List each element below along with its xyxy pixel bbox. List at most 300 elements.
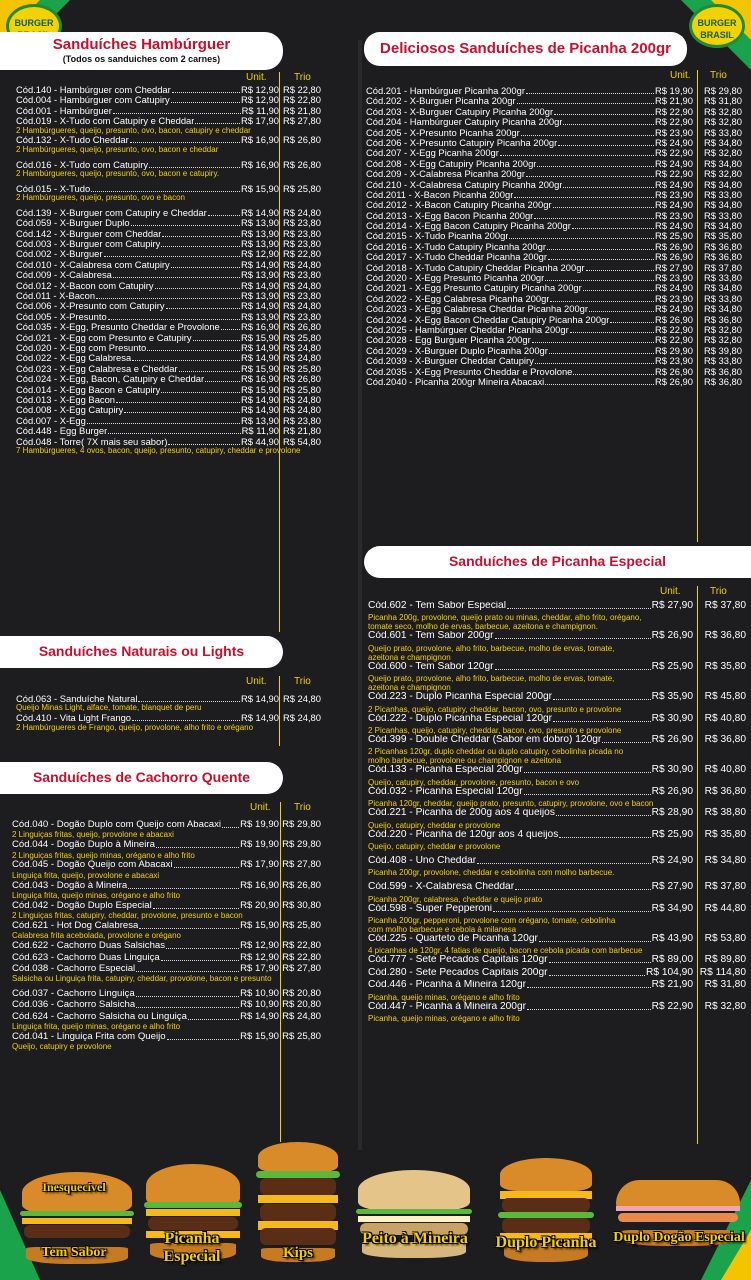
leader-dots	[610, 322, 654, 323]
column-header-trio: Trio	[294, 676, 311, 687]
price-unit: R$ 12,90	[240, 248, 279, 260]
menu-item-row[interactable]	[16, 322, 326, 332]
burger-label-duplo-picanha: Duplo Picanha	[495, 1234, 597, 1251]
item-name: Cód.2023 - X-Egg Calabresa Cheddar Picanha 200gr	[366, 304, 589, 315]
price-trio: R$ 30,80	[282, 899, 321, 911]
leader-dots	[171, 102, 240, 103]
price-unit: R$ 22,90	[654, 147, 693, 159]
price-trio: R$ 24,80	[282, 206, 321, 218]
price-unit: R$ 15,90	[240, 383, 279, 395]
price-trio: R$ 24,80	[282, 404, 321, 416]
leader-dots	[602, 742, 651, 743]
leader-dots	[108, 433, 241, 434]
item-description: Salsicha ou Linguiça frita, catupiry, cheddar, provolone, bacon e presunto	[12, 975, 272, 984]
price-trio: R$ 31,80	[703, 95, 742, 107]
price-unit: R$ 16,90	[240, 373, 279, 385]
price-unit: R$ 14,90	[240, 300, 279, 312]
leader-dots	[136, 996, 239, 997]
leader-dots	[549, 353, 654, 354]
price-trio: R$ 32,80	[703, 116, 742, 128]
price-trio: R$ 33,80	[703, 272, 742, 284]
item-description: 2 Picanhas, queijo, catupiry, cheddar, bacon, ovo, presunto e provolone	[368, 704, 622, 714]
item-name: Cód.015 - X-Tudo	[16, 183, 91, 194]
menu-item-row[interactable]	[12, 921, 326, 932]
price-unit: R$ 24,90	[654, 303, 693, 315]
price-unit: R$ 22,90	[651, 1000, 693, 1012]
price-unit: R$ 22,90	[654, 334, 693, 346]
price-trio: R$ 20,80	[282, 999, 321, 1011]
item-name: Cód.041 - Linguiça Frita com Queijo	[12, 1032, 166, 1043]
price-unit: R$ 22,90	[654, 116, 693, 128]
leader-dots	[132, 360, 240, 361]
item-name: Cód.005 - X-Presunto	[16, 311, 107, 322]
menu-item-row[interactable]	[12, 840, 326, 851]
price-unit: R$ 15,90	[240, 362, 279, 374]
leader-dots	[104, 256, 240, 257]
menu-item-row[interactable]	[16, 374, 326, 384]
burger-label-inesquecivel: Inesquecível	[42, 1180, 106, 1194]
menu-item-row[interactable]	[16, 249, 326, 259]
item-name: Cód.599 - X-Calabresa Cheddar	[368, 882, 515, 893]
price-unit: R$ 89,00	[651, 954, 693, 966]
item-description: Queijo, catupiry e provolone	[12, 1043, 112, 1052]
price-trio: R$ 37,80	[703, 261, 742, 273]
leader-dots	[138, 701, 240, 702]
menu-item-row[interactable]	[16, 333, 326, 343]
menu-item-row[interactable]	[368, 934, 748, 946]
price-unit: R$ 14,90	[240, 258, 279, 270]
price-trio: R$ 22,80	[282, 940, 321, 952]
leader-dots	[128, 888, 239, 889]
item-description: Queijo prato, provolone, alho frito, barbecue, molho de ervas, tomate,	[368, 643, 615, 653]
leader-dots	[570, 332, 654, 333]
price-trio: R$ 33,80	[703, 188, 742, 200]
menu-item-row[interactable]	[366, 117, 746, 127]
price-trio: R$ 34,80	[703, 136, 742, 148]
leader-dots	[527, 1009, 651, 1010]
price-trio: R$ 35,80	[703, 230, 742, 242]
price-unit: R$ 13,90	[240, 290, 279, 302]
price-unit: R$ 16,90	[240, 879, 279, 891]
price-trio: R$ 24,80	[282, 712, 321, 724]
section-title-text: Sanduíches de Cachorro Quente	[32, 769, 251, 785]
price-unit: R$ 15,90	[240, 919, 279, 931]
leader-dots	[563, 124, 654, 125]
item-description: 4 picanhas de 120gr, 4 fatias de queijo, bacon e cebola picada com barbecue	[368, 946, 643, 956]
price-trio: R$ 22,80	[282, 951, 321, 963]
burger-label-tem-sabor: Tem Sabor	[41, 1245, 107, 1260]
item-name: Cód.001 - Hambúrguer	[16, 105, 112, 116]
price-unit: R$ 14,90	[240, 279, 279, 291]
price-unit: R$ 26,90	[654, 365, 693, 377]
price-trio: R$ 33,80	[703, 209, 742, 221]
item-description: Linguiça frita, queijo minas, orégano e alho frito	[12, 1023, 181, 1032]
menu-item-row[interactable]	[16, 106, 326, 116]
leader-dots	[495, 638, 651, 639]
item-name: Cód.032 - Picanha Especial 120gr	[368, 786, 523, 797]
item-description: molho barbecue, provolone ou champignon e azeitona	[368, 756, 562, 766]
item-name: Cód.2016 - X-Tudo Catupiry Picanha 200gr	[366, 241, 546, 252]
column-header-trio: Trio	[710, 70, 727, 81]
menu-item-row[interactable]	[368, 1002, 748, 1014]
menu-item-row[interactable]	[368, 830, 748, 842]
column-header-trio: Trio	[294, 802, 311, 813]
item-name: Cód.020 - X-Egg com Presunto	[16, 343, 147, 353]
leader-dots	[583, 290, 654, 291]
price-trio: R$ 23,80	[282, 269, 321, 281]
price-unit: R$ 10,90	[240, 999, 279, 1011]
menu-item-row[interactable]	[368, 662, 748, 674]
price-trio: R$ 24,80	[282, 279, 321, 291]
price-unit: R$ 11,90	[241, 425, 279, 437]
menu-item-row[interactable]	[368, 787, 748, 799]
item-description: Queijo, catupiry, cheddar e provolone	[368, 820, 501, 830]
menu-item-row[interactable]	[368, 765, 748, 777]
item-description: Picanha 200gr, calabresa, cheddar e queijo prato	[368, 894, 543, 904]
price-unit: R$ 21,90	[651, 979, 693, 991]
item-description: Calabresa frita acebolada, provolone e orégano	[12, 932, 182, 941]
menu-item-row[interactable]	[12, 860, 326, 871]
price-trio: R$ 33,80	[703, 126, 742, 138]
item-name: Cód.280 - Sete Pecados Capitais 200gr	[368, 967, 548, 978]
column-header-unit: Unit.	[660, 586, 681, 597]
item-name: Cód.598 - Super Pepperoni	[368, 903, 493, 914]
price-unit: R$ 24,90	[654, 157, 693, 169]
item-name: Cód.206 - X-Presunto Catupiry Picanha 200gr	[366, 137, 558, 148]
item-name: Cód.205 - X-Presunto Picanha 200gr	[366, 127, 520, 138]
menu-item-row[interactable]	[368, 856, 748, 868]
menu-item-row[interactable]	[16, 426, 326, 436]
menu-list-cachorro	[12, 820, 326, 1052]
menu-item-row[interactable]	[12, 941, 326, 952]
item-name: Cód.624 - Cachorro Salsicha ou Linguiça	[12, 1011, 187, 1022]
leader-dots	[221, 329, 240, 330]
item-name: Cód.140 - Hambúrguer com Cheddar	[16, 85, 171, 95]
leader-dots	[136, 1007, 239, 1008]
menu-item-row[interactable]	[16, 281, 326, 291]
price-trio: R$ 54,80	[282, 435, 321, 447]
section-title-hamburguer	[0, 32, 283, 70]
price-unit: R$ 25,90	[654, 230, 693, 242]
item-name: Cód.133 - Picanha Especial 200gr	[368, 765, 523, 776]
price-unit: R$ 24,90	[654, 178, 693, 190]
menu-item-row[interactable]	[16, 239, 326, 249]
price-trio: R$ 25,80	[282, 1031, 321, 1043]
leader-dots	[507, 608, 651, 609]
item-name: Cód.448 - Egg Burger	[16, 426, 108, 437]
menu-item-row[interactable]	[368, 882, 748, 894]
menu-item-row[interactable]	[16, 312, 326, 322]
menu-list-picanha	[366, 86, 746, 387]
leader-dots	[162, 236, 240, 237]
menu-item-row[interactable]	[16, 135, 326, 145]
leader-dots	[155, 288, 240, 289]
item-name: Cód.600 - Tem Sabor 120gr	[368, 661, 494, 672]
price-trio: R$ 32,80	[703, 105, 742, 117]
leader-dots	[477, 863, 651, 864]
menu-item-row[interactable]	[16, 95, 326, 105]
price-unit: R$ 14,90	[240, 693, 279, 704]
price-unit: R$ 12,90	[240, 951, 279, 963]
price-unit: R$ 26,90	[651, 733, 693, 745]
item-name: Cód.777 - Sete Pecados Capitais 120gr	[368, 955, 548, 966]
price-unit: R$ 23,90	[654, 355, 693, 367]
price-unit: R$ 19,90	[240, 839, 279, 851]
price-unit: R$ 13,90	[240, 310, 279, 322]
menu-list-hamburguer	[16, 85, 326, 456]
menu-item-row[interactable]	[12, 820, 326, 831]
price-unit: R$ 28,90	[651, 807, 693, 819]
leader-dots	[147, 350, 240, 351]
menu-item-row[interactable]	[16, 218, 326, 228]
item-name: Cód.006 - X-Presunto com Catupiry	[16, 301, 165, 312]
menu-item-row[interactable]	[12, 1012, 326, 1023]
menu-item-row[interactable]	[368, 904, 748, 916]
leader-dots	[193, 340, 240, 341]
leader-dots	[558, 145, 654, 146]
price-unit: R$ 14,90	[240, 393, 279, 405]
leader-dots	[547, 249, 654, 250]
menu-item-row[interactable]	[16, 229, 326, 239]
menu-item-row[interactable]	[12, 881, 326, 892]
item-name: Cód.007 - X-Egg	[16, 415, 86, 426]
price-unit: R$ 14,90	[240, 342, 279, 353]
item-name: Cód.002 - X-Burguer	[16, 249, 103, 260]
item-name: Cód.209 - X-Calabresa Picanha 200gr	[366, 169, 525, 180]
leader-dots	[124, 412, 240, 413]
item-name: Cód.040 - Dogão Duplo com Queijo com Abacaxi	[12, 820, 222, 830]
menu-item-row[interactable]	[16, 385, 326, 395]
price-unit: R$ 26,90	[651, 785, 693, 797]
menu-item-row[interactable]	[368, 735, 748, 747]
menu-list-especial	[368, 601, 748, 1023]
price-trio: R$ 37,80	[704, 600, 746, 611]
price-trio: R$ 22,80	[282, 248, 321, 260]
menu-item-row[interactable]	[16, 291, 326, 301]
item-name: Cód.010 - X-Calabresa com Catupiry	[16, 259, 170, 270]
price-trio: R$ 24,80	[282, 300, 321, 312]
menu-item-row[interactable]	[16, 301, 326, 311]
section-title-text: Deliciosos Sanduíches de Picanha 200gr	[380, 40, 671, 57]
item-description: 2 Linguiças fritas, queijo, provolone e abacaxi	[12, 831, 174, 840]
menu-item-row[interactable]	[16, 353, 326, 363]
item-name: Cód.399 - Double Cheddar (Sabor em dobro) 120gr	[368, 734, 602, 745]
menu-item-row[interactable]	[12, 1032, 326, 1043]
leader-dots	[161, 960, 239, 961]
price-unit: R$ 19,90	[654, 85, 693, 96]
item-name: Cód.013 - X-Egg Bacon	[16, 394, 116, 405]
menu-item-row[interactable]	[368, 631, 748, 643]
menu-item-row[interactable]	[366, 377, 746, 387]
menu-item-row[interactable]	[16, 260, 326, 270]
price-unit: R$ 29,90	[654, 344, 693, 356]
price-unit: R$ 24,90	[654, 220, 693, 232]
price-unit: R$ 17,90	[240, 859, 279, 871]
item-name: Cód.022 - X-Egg Calabresa	[16, 353, 132, 364]
item-name: Cód.2021 - X-Egg Presunto Catupiry Picanha 200gr	[366, 283, 582, 294]
price-trio: R$ 32,80	[703, 334, 742, 346]
leader-dots	[113, 277, 240, 278]
menu-item-row[interactable]	[12, 901, 326, 912]
menu-item-row[interactable]	[16, 116, 326, 126]
price-trio: R$ 26,80	[282, 134, 321, 146]
price-trio: R$ 29,80	[282, 839, 321, 851]
leader-dots	[524, 794, 651, 795]
menu-item-row[interactable]	[368, 714, 748, 726]
menu-item-row[interactable]	[16, 694, 326, 704]
price-trio: R$ 34,80	[703, 199, 742, 211]
menu-item-row[interactable]	[16, 184, 326, 194]
price-unit: R$ 34,90	[651, 902, 693, 914]
price-trio: R$ 20,80	[282, 988, 321, 1000]
item-description: Queijo Minas Light, alface, tomate, blanquet de peru	[16, 704, 202, 713]
leader-dots	[171, 267, 240, 268]
item-description: 2 Picanhas 120gr, duplo cheddar ou duplo catupiry, cebolinha picada no	[368, 747, 624, 757]
menu-item-row[interactable]	[368, 692, 748, 704]
price-trio: R$ 23,80	[282, 310, 321, 322]
price-unit: R$ 27,90	[651, 881, 693, 893]
leader-dots	[116, 402, 240, 403]
menu-item-row[interactable]	[16, 713, 326, 723]
price-trio: R$ 26,80	[282, 879, 321, 891]
price-unit: R$ 27,90	[651, 600, 693, 611]
price-trio: R$ 26,80	[282, 158, 321, 170]
price-trio: R$ 22,80	[282, 94, 321, 106]
price-unit: R$ 14,90	[240, 712, 279, 724]
price-trio: R$ 25,80	[282, 919, 321, 931]
item-description: Queijo, catupiry, cheddar e provolone	[368, 841, 501, 851]
price-trio: R$ 36,80	[704, 630, 746, 642]
leader-dots	[556, 815, 651, 816]
price-unit: R$ 14,90	[240, 1010, 279, 1022]
item-description: com molho barbecue e cebola à milanesa	[368, 925, 517, 935]
burger-label-duplo-dogao-especial: Duplo Dogão Especial	[613, 1230, 745, 1245]
item-description: Picanha, queijo minas, orégano e alho frito	[368, 992, 520, 1002]
price-unit: R$ 44,90	[240, 435, 279, 447]
item-name: Cód.207 - X-Egg Picanha 200gr	[366, 148, 499, 159]
menu-item-row[interactable]	[16, 160, 326, 170]
leader-dots	[545, 384, 654, 385]
menu-item-row[interactable]	[368, 808, 748, 820]
menu-item-row[interactable]	[16, 405, 326, 415]
price-trio: R$ 24,80	[282, 258, 321, 270]
menu-item-row[interactable]	[16, 270, 326, 280]
leader-dots	[149, 167, 240, 168]
item-name: Cód.225 - Quarteto de Picanha 120gr	[368, 934, 538, 945]
featured-burgers-strip	[0, 1150, 751, 1280]
leader-dots	[573, 374, 654, 375]
logo-text: BURGER	[14, 18, 54, 28]
price-trio: R$ 39,80	[703, 344, 742, 356]
price-trio: R$ 36,80	[704, 733, 746, 745]
item-name: Cód.210 - X-Calabresa Catupiry Picanha 200gr	[366, 179, 563, 190]
item-name: Cód.2039 - X-Burguer Cheddar Catupiry	[366, 356, 534, 367]
price-unit: R$ 14,90	[240, 404, 279, 416]
price-trio: R$ 32,80	[703, 168, 742, 180]
leader-dots	[222, 827, 239, 828]
item-description: Picanha 120gr, cheddar, queijo prato, presunto, catupiry, provolone, ovo e bacon	[368, 799, 654, 809]
leader-dots	[87, 423, 240, 424]
menu-item-row[interactable]	[16, 416, 326, 426]
price-unit: R$ 26,90	[654, 240, 693, 252]
menu-item-row[interactable]	[368, 980, 748, 992]
item-name: Cód.2022 - X-Egg Calabresa Picanha 200gr	[366, 293, 550, 304]
column-header-unit: Unit.	[670, 70, 691, 81]
menu-item-row[interactable]	[368, 955, 748, 967]
price-trio: R$ 24,80	[282, 352, 321, 364]
item-name: Cód.019 - X-Tudo com Catupiry e Cheddar	[16, 116, 195, 127]
price-trio: R$ 35,80	[704, 828, 746, 840]
menu-item-row[interactable]	[16, 85, 326, 95]
price-unit: R$ 26,90	[654, 251, 693, 263]
item-name: Cód.2040 - Picanha 200gr Mineira Abacaxi	[366, 376, 545, 387]
price-trio: R$ 36,80	[703, 251, 742, 263]
menu-item-row[interactable]	[368, 601, 748, 613]
item-name: Cód.016 - X-Tudo com Catupiry	[16, 159, 149, 170]
price-trio: R$ 34,80	[703, 178, 742, 190]
price-trio: R$ 40,80	[704, 712, 746, 724]
menu-item-row[interactable]	[16, 395, 326, 405]
price-trio: R$ 34,80	[703, 220, 742, 232]
price-unit: R$ 23,90	[654, 272, 693, 284]
price-unit: R$ 11,90	[241, 104, 279, 116]
item-description: 2 Hambúrgueres, queijo, presunto, ovo e bacon	[16, 194, 185, 203]
item-name: Cód.038 - Cachorro Especial	[12, 963, 136, 974]
price-unit: R$ 43,90	[651, 933, 693, 945]
price-unit: R$ 24,90	[651, 854, 693, 866]
price-trio: R$ 33,80	[703, 292, 742, 304]
price-trio: R$ 36,80	[703, 313, 742, 325]
price-trio: R$ 23,80	[282, 414, 321, 426]
price-trio: R$ 24,80	[282, 1010, 321, 1022]
item-name: Cód.004 - Hambúrguer com Catupiry	[16, 95, 170, 106]
menu-item-row[interactable]	[16, 364, 326, 374]
price-unit: R$ 17,90	[240, 962, 279, 974]
leader-dots	[521, 135, 654, 136]
menu-item-row[interactable]	[16, 208, 326, 218]
price-trio: R$ 89,80	[704, 954, 746, 966]
price-unit: R$ 35,90	[651, 691, 693, 703]
leader-dots	[131, 225, 240, 226]
item-name: Cód.011 - X-Bacon	[16, 291, 96, 302]
item-name: Cód.223 - Duplo Picanha Especial 200gr	[368, 692, 553, 703]
item-name: Cód.008 - X-Egg Catupiry	[16, 405, 124, 416]
menu-item-row[interactable]	[366, 169, 746, 179]
menu-item-row[interactable]	[12, 964, 326, 975]
item-name: Cód.042 - Dogão Duplo Especial	[12, 900, 152, 911]
price-trio: R$ 36,80	[703, 365, 742, 377]
menu-item-row[interactable]	[16, 437, 326, 447]
price-unit: R$ 24,90	[654, 282, 693, 294]
section-title-cachorro	[0, 762, 283, 794]
item-name: Cód.2035 - X-Egg Presunto Cheddar e Provolone	[366, 366, 573, 377]
menu-item-row[interactable]	[16, 343, 326, 353]
price-trio: R$ 29,80	[282, 819, 321, 830]
item-name: Cód.012 - X-Bacon com Catupiry	[16, 280, 154, 291]
item-name: Cód.2014 - X-Egg Bacon Catupiry Picanha 200gr	[366, 221, 571, 232]
item-description: 2 Linguiças fritas, catupiry, cheddar, provolone, presunto e bacon	[12, 912, 243, 921]
menu-item-row[interactable]	[366, 356, 746, 366]
section-title-naturais	[0, 636, 283, 668]
price-trio: R$ 35,80	[704, 660, 746, 672]
price-trio: R$ 36,80	[703, 240, 742, 252]
item-name: Cód.2011 - X-Bacon Picanha 200gr	[366, 189, 514, 200]
item-description: Picanha 200gr, pepperoni, provolone com orégano, tomate, cebolinha	[368, 916, 616, 926]
price-trio: R$ 45,80	[704, 691, 746, 703]
price-unit: R$ 22,90	[654, 168, 693, 180]
section-title-text: Sanduíches de Picanha Especial	[448, 553, 667, 569]
item-description: azeitona e champignon	[368, 652, 451, 662]
